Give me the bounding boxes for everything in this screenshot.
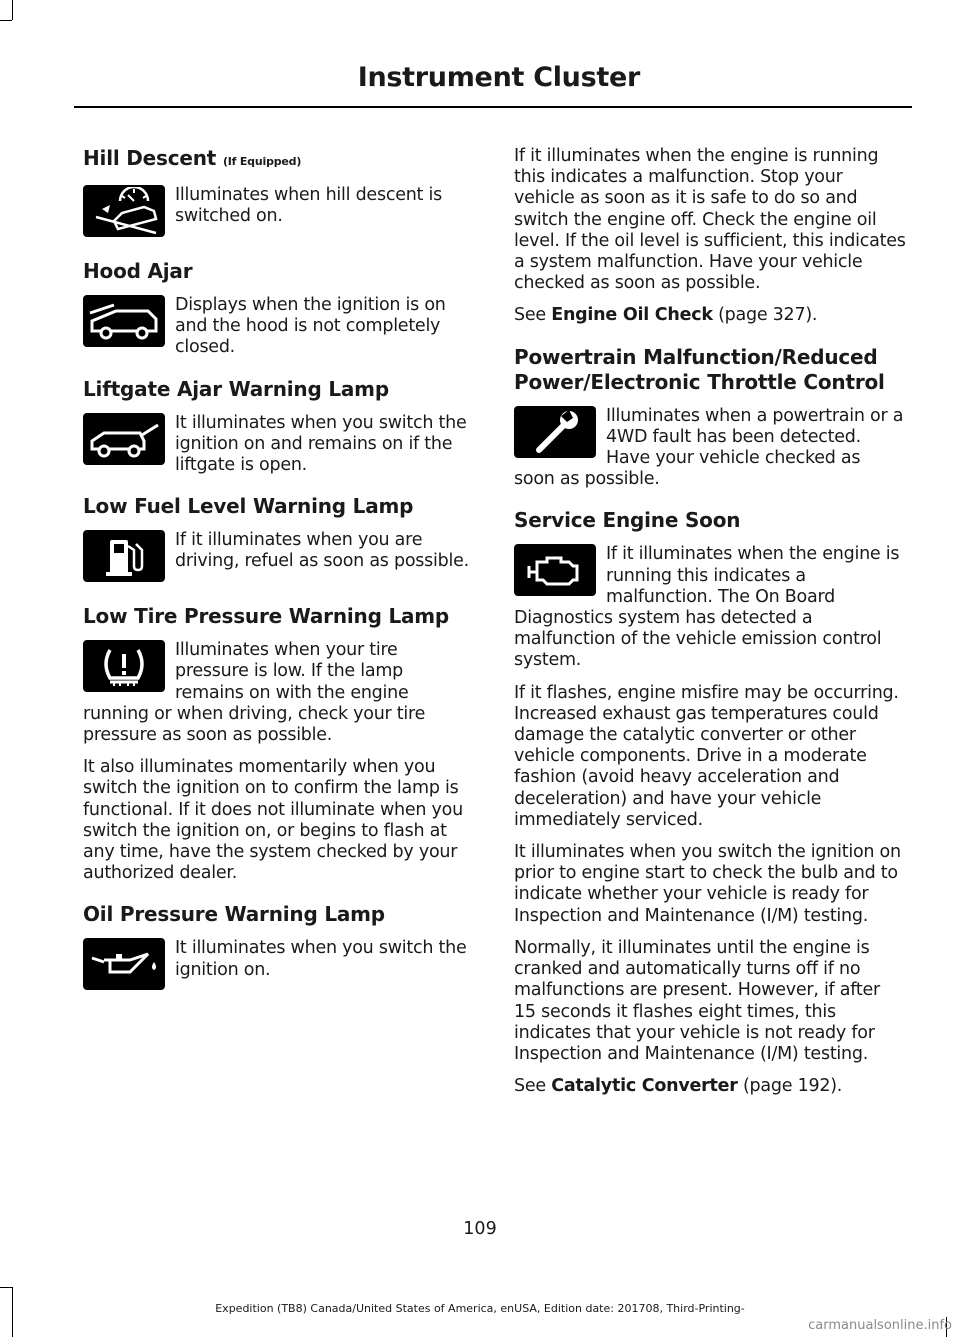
engine-oil-check-link[interactable]: Engine Oil Check xyxy=(551,305,713,326)
service-engine-entry: If it illuminates when the engine is running this indicates a malfunction. The On Board Diagnostics system has detected a malfunction of the vehicle emission control system. xyxy=(514,544,900,671)
powertrain-heading: Powertrain Malfunction/Reduced Power/Electronic Throttle Control xyxy=(514,344,885,394)
hill-descent-heading: Hill Descent (If Equipped) xyxy=(83,146,302,170)
liftgate-ajar-entry: It illuminates when you switch the ignition on and remains on if the liftgate is open. xyxy=(83,413,475,477)
low-tire-entry: Illuminates when your tire pressure is low. If the lamp remains on with the engine running or when driving, check your tire pressure as soon as possible. xyxy=(83,640,426,746)
low-tire-text2: It also illuminates momentarily when you switch the ignition on to confirm the lamp is functional. If it does not illuminate when you switch the ignition on, or begins to flash at any time, have the system checked by your authorized dealer. xyxy=(83,757,463,884)
powertrain-entry: Illuminates when a powertrain or a 4WD fault has been detected. Have your vehicle checked as soon as possible. xyxy=(514,405,904,490)
service-engine-text2: If it flashes, engine misfire may be occurring. Increased exhaust gas temperatures could damage the catalytic converter or other vehicle components. Drive in a moderate fashion (avoid heavy acceleration and deceleration) and have your vehicle immediately serviced. xyxy=(514,682,899,830)
left-column xyxy=(83,146,475,994)
low-tire-heading: Low Tire Pressure Warning Lamp xyxy=(83,604,450,629)
service-engine-text3: It illuminates when you switch the ignition on prior to engine start to check the bulb and to indicate whether your vehicle is ready for Inspection and Maintenance (I/M) testing. xyxy=(514,842,901,926)
hill-descent-entry: Illuminates when hill descent is switched on. xyxy=(83,185,475,241)
low-fuel-heading: Low Fuel Level Warning Lamp xyxy=(83,494,414,519)
watermark: carmanualsonline.info xyxy=(808,1318,952,1333)
oil-pressure-heading: Oil Pressure Warning Lamp xyxy=(83,902,385,927)
catalytic-converter-link[interactable]: Catalytic Converter xyxy=(551,1076,738,1097)
oil-pressure-text2: If it illuminates when the engine is running this indicates a malfunction. Stop your vehicle as soon as it is safe to do so and switch the engine off. Check the engine oil level. If the oil level is sufficient, this indicates a system malfunction. Have your vehicle checked as soon as possible. xyxy=(514,146,906,294)
crop-mark xyxy=(0,1287,13,1288)
crop-mark xyxy=(12,0,13,20)
page-number: 109 xyxy=(463,1219,497,1239)
hood-ajar-icon xyxy=(83,295,165,347)
page-title: Instrument Cluster xyxy=(357,62,640,93)
tire-pressure-icon xyxy=(83,640,165,692)
hood-ajar-entry: Displays when the ignition is on and the hood is not completely closed. xyxy=(83,295,475,359)
liftgate-ajar-icon xyxy=(83,413,165,465)
header-rule xyxy=(74,106,912,108)
catalytic-converter-reference: See Catalytic Converter (page 192). xyxy=(514,1076,843,1097)
oil-pressure-entry: It illuminates when you switch the ignition on. xyxy=(83,938,475,994)
low-fuel-entry: If it illuminates when you are driving, refuel as soon as possible. xyxy=(83,530,475,586)
footer-text: Expedition (TB8) Canada/United States of America, enUSA, Edition date: 201708, Third-Printing- xyxy=(215,1302,745,1315)
service-engine-text4: Normally, it illuminates until the engine is cranked and automatically turns off if no malfunctions are present. However, if after 15 seconds it flashes eight times, this indicates that your vehicle is not ready for Inspection and Maintenance (I/M) testing. xyxy=(514,937,880,1064)
liftgate-ajar-heading: Liftgate Ajar Warning Lamp xyxy=(83,376,389,401)
engine-icon xyxy=(514,544,596,596)
service-engine-heading: Service Engine Soon xyxy=(514,508,741,533)
crop-mark xyxy=(12,1287,13,1337)
oil-can-icon xyxy=(83,938,165,990)
hill-descent-icon xyxy=(83,185,165,237)
fuel-pump-icon xyxy=(83,530,165,582)
engine-oil-check-reference: See Engine Oil Check (page 327). xyxy=(514,305,818,326)
right-column xyxy=(514,146,906,1097)
wrench-icon xyxy=(514,406,596,458)
crop-mark xyxy=(0,20,12,21)
hood-ajar-heading: Hood Ajar xyxy=(83,259,193,283)
